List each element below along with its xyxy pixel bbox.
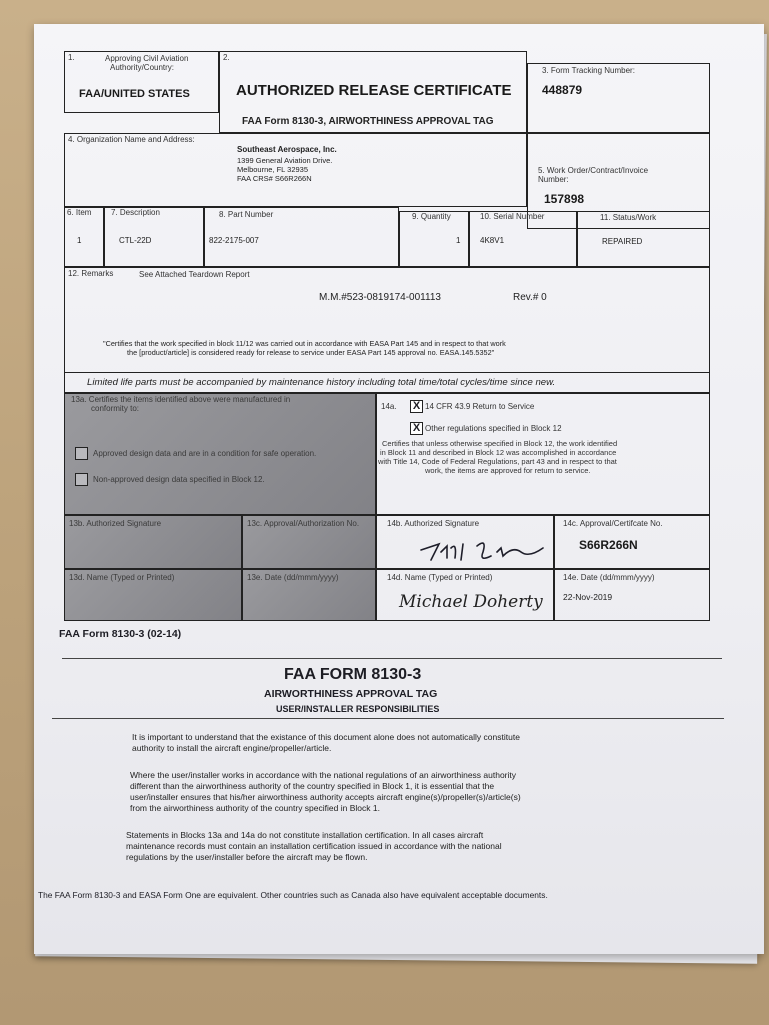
block-3 <box>527 63 710 133</box>
divider-top <box>62 658 722 659</box>
block-2 <box>219 51 527 133</box>
block-14a-label: 14a. <box>381 402 397 411</box>
block-14b-label: 14b. Authorized Signature <box>387 519 480 528</box>
block-12-remarks <box>64 267 710 393</box>
block-13a-label-2: conformity to: <box>91 404 140 413</box>
block-14a-text-2: in Block 11 and described in Block 12 was accomplished in accordance <box>380 448 617 457</box>
non-approved-design-checkbox[interactable] <box>75 473 88 486</box>
approved-design-label: Approved design data and are in a condition for safe operation. <box>93 449 317 458</box>
return-to-service-label: 14 CFR 43.9 Return to Service <box>425 402 535 411</box>
paragraph-2 <box>130 770 521 814</box>
certifies-line-2: the [product/article] is considered ready for release to service under EASA Part 145 approval no. EASA.145.5352" <box>127 348 495 357</box>
quantity-header: 9. Quantity <box>412 212 451 221</box>
block-1-number: 1. <box>68 53 75 62</box>
para2-line1: Where the user/installer works in accordance with the national regulations of an airworthiness authority <box>130 770 517 780</box>
block-1-label-line1: Approving Civil Aviation <box>105 54 189 63</box>
block-1-label-line2: Authority/Country: <box>110 63 175 72</box>
block-14a-text-1: Certifies that unless otherwise specified in Block 12, the work identified <box>382 439 618 448</box>
org-name: Southeast Aerospace, Inc. <box>237 145 337 154</box>
para3-line2: maintenance records must contain an installation certification issued in accordance with the national <box>126 841 502 851</box>
serial-number-value: 4K8V1 <box>480 236 505 245</box>
block-13d <box>64 569 242 621</box>
work-order-value: 157898 <box>544 192 585 206</box>
para3-line3: regulations by the user/installer before the aircraft may be flown. <box>126 852 368 862</box>
mm-number: M.M.#523-0819174-001113 <box>319 292 441 303</box>
remarks-label: 12. Remarks <box>68 269 114 278</box>
form-title: AUTHORIZED RELEASE CERTIFICATE <box>236 82 512 99</box>
form-8130-3 <box>64 51 729 621</box>
block-13c <box>242 515 376 569</box>
block-14c-label: 14c. Approval/Certifcate No. <box>563 519 663 528</box>
para2-line4: from the airworthiness authority of the country specified in Block 1. <box>130 803 380 813</box>
other-regulations-label: Other regulations specified in Block 12 <box>425 424 562 433</box>
quantity-col <box>399 211 469 267</box>
item-header: 6. Item <box>67 208 92 217</box>
limited-life-notice: Limited life parts must be accompanied by maintenance history including total time/total cycles/time since new. <box>87 377 556 388</box>
certifies-line-1: "Certifies that the work specified in block 11/12 was carried out in accordance with EASA Part 145 and in respect to that work <box>103 339 506 348</box>
tracking-number-value: 448879 <box>542 83 583 97</box>
para1-line1: It is important to understand that the existance of this document alone does not automatically constitute <box>132 732 520 742</box>
description-col <box>104 207 204 267</box>
block-14c <box>554 515 710 569</box>
work-order-label-1: 5. Work Order/Contract/Invoice <box>538 166 649 175</box>
divider-bottom <box>52 718 724 719</box>
org-address-1: 1399 General Aviation Drive. <box>237 156 333 165</box>
item-value: 1 <box>77 236 82 245</box>
block-1 <box>64 51 219 113</box>
handwritten-name: Michael Doherty <box>399 592 543 612</box>
instructions-subtitle-2: USER/INSTALLER RESPONSIBILITIES <box>276 704 440 714</box>
block-14a <box>376 393 710 515</box>
block-13e-label: 13e. Date (dd/mmm/yyyy) <box>247 573 339 582</box>
block-13e <box>242 569 376 621</box>
document-page <box>34 24 764 954</box>
description-value: CTL-22D <box>119 236 152 245</box>
block-13a-label-1: 13a. Certifies the items identified above were manufactured in <box>71 395 291 404</box>
serial-number-header: 10. Serial Number <box>480 212 545 221</box>
status-value: REPAIRED <box>602 237 643 246</box>
paragraph-3 <box>126 830 502 863</box>
non-approved-design-label: Non-approved design data specified in Block 12. <box>93 475 265 484</box>
block-14d <box>376 569 554 621</box>
block-13b-label: 13b. Authorized Signature <box>69 519 162 528</box>
organization-label: 4. Organization Name and Address: <box>68 135 195 144</box>
remarks-text: See Attached Teardown Report <box>139 270 250 279</box>
item-col <box>64 207 104 267</box>
part-number-value: 822-2175-007 <box>209 236 259 245</box>
instructions-title: FAA FORM 8130-3 <box>284 666 422 683</box>
quantity-value: 1 <box>456 236 461 245</box>
part-number-col <box>204 207 399 267</box>
block-13b <box>64 515 242 569</box>
return-to-service-checkbox[interactable]: X <box>410 400 423 413</box>
block-13a <box>64 393 376 515</box>
work-order-label-2: Number: <box>538 175 569 184</box>
approving-authority-value: FAA/UNITED STATES <box>79 88 190 100</box>
description-header: 7. Description <box>111 208 160 217</box>
org-crs: FAA CRS# S66R266N <box>237 174 312 183</box>
status-header: 11. Status/Work <box>600 213 657 222</box>
status-col <box>577 211 710 267</box>
revision: Rev.# 0 <box>513 292 547 303</box>
block-14b <box>376 515 554 569</box>
block-14a-text-3: with Title 14, Code of Federal Regulations, part 43 and in respect to that <box>378 457 617 466</box>
org-address-2: Melbourne, FL 32935 <box>237 165 309 174</box>
date-value: 22-Nov-2019 <box>563 592 613 602</box>
form-subtitle: FAA Form 8130-3, AIRWORTHINESS APPROVAL TAG <box>242 116 494 127</box>
other-regulations-checkbox[interactable]: X <box>410 422 423 435</box>
approved-design-checkbox[interactable] <box>75 447 88 460</box>
block-2-number: 2. <box>223 53 230 62</box>
para2-line3: user/installer ensures that his/her airworthiness authority accepts aircraft engine(s)/propeller(s)/article(s) <box>130 792 521 802</box>
block-14d-label: 14d. Name (Typed or Printed) <box>387 573 493 582</box>
serial-number-col <box>469 211 577 267</box>
certificate-number-value: S66R266N <box>579 538 638 552</box>
para3-line1: Statements in Blocks 13a and 14a do not constitute installation certification. In all cases aircraft <box>126 830 484 840</box>
instructions-subtitle: AIRWORTHINESS APPROVAL TAG <box>264 688 438 700</box>
block-4 <box>64 133 527 207</box>
para2-line2: different than the airworthiness authority of the country specified in Block 1, it is essential that the <box>130 781 495 791</box>
paragraph-1 <box>132 732 520 754</box>
block-13c-label: 13c. Approval/Authorization No. <box>247 519 360 528</box>
footer-note: The FAA Form 8130-3 and EASA Form One are equivalent. Other countries such as Canada also have equivalent acceptable documents. <box>38 890 548 900</box>
part-number-header: 8. Part Number <box>219 210 274 219</box>
authorized-signature-image <box>417 538 547 568</box>
block-14e <box>554 569 710 621</box>
block-13d-label: 13d. Name (Typed or Printed) <box>69 573 175 582</box>
block-14a-text-4: work, the items are approved for return to service. <box>425 466 591 475</box>
tracking-number-label: 3. Form Tracking Number: <box>542 66 635 75</box>
para1-line2: authority to install the aircraft engine/propeller/article. <box>132 743 332 753</box>
block-14e-label: 14e. Date (dd/mmm/yyyy) <box>563 573 655 582</box>
form-number: FAA Form 8130-3 (02-14) <box>59 628 182 640</box>
